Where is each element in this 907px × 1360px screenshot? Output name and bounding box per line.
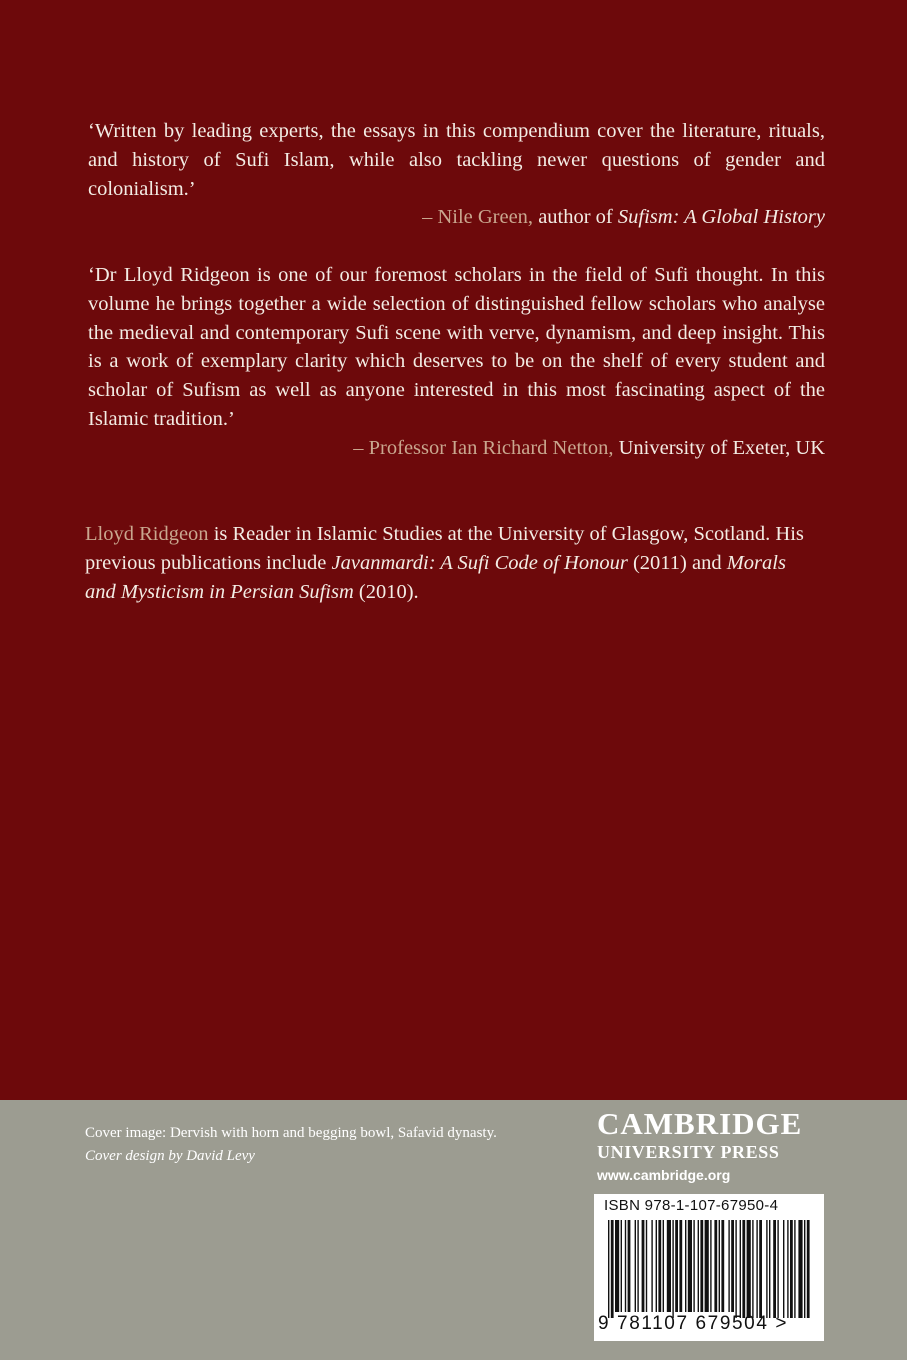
barcode-bar	[621, 1220, 622, 1312]
cover-design-credit: Cover design by David Levy	[85, 1148, 255, 1164]
barcode-bar	[719, 1220, 720, 1312]
endorser-book-title: Sufism: A Global History	[617, 206, 825, 228]
barcode-bar	[646, 1220, 647, 1312]
barcode-bar	[656, 1220, 657, 1312]
barcode-bar	[710, 1220, 711, 1312]
endorsement-attribution-2	[353, 434, 825, 463]
barcode-bar	[787, 1220, 788, 1318]
barcode-bar	[798, 1220, 802, 1318]
barcode-bar	[625, 1220, 626, 1312]
endorsement-quote-1: ‘Written by leading experts, the essays in this compendium cover the literature, rituals, and history of Sufi Islam, while also tackling newer questions of gender and colonialism.’	[88, 120, 825, 200]
barcode-bar	[675, 1220, 678, 1312]
endorsement-quote-2: ‘Dr Lloyd Ridgeon is one of our foremost scholars in the field of Sufi thought. In this volume he brings together a wide selection of distinguished fellow scholars who analyse the medieval and contemporary Sufi scene with verve, dynamism, and deep insight. This is a work of exemplary clarity which deserves to be on the shelf of every student and scholar of Sufism as well as anyone interested in this most fascinating aspect of the Islamic tradition.’	[88, 264, 825, 430]
publisher-logo-university-press: UNIVERSITY PRESS	[597, 1142, 780, 1162]
barcode-bar	[672, 1220, 673, 1318]
barcode-bar	[700, 1220, 703, 1312]
cover-credits	[85, 1122, 497, 1168]
bio-book-title-2: Morals and Mysticism in Persian Sufism	[85, 551, 786, 603]
barcode-bar	[698, 1220, 699, 1312]
endorser-name-1: – Nile Green,	[422, 206, 534, 228]
bio-text-2: (2011) and	[627, 551, 727, 574]
endorser-affiliation-2: University of Exeter, UK	[618, 437, 825, 459]
barcode-bar	[807, 1220, 810, 1318]
barcode-bar	[766, 1220, 767, 1318]
barcode-bar	[642, 1220, 645, 1312]
barcode-bar	[714, 1220, 717, 1312]
barcode-bar	[769, 1220, 770, 1318]
barcode-bar	[611, 1220, 614, 1318]
publisher-logo-cambridge: CAMBRIDGE	[597, 1106, 803, 1141]
barcode-bar	[742, 1220, 745, 1318]
barcode-bar	[608, 1220, 609, 1318]
endorser-prefix-1: author of	[538, 206, 613, 228]
barcode-bar	[637, 1220, 638, 1312]
barcode-bar	[635, 1220, 636, 1312]
endorser-name-2: – Professor Ian Richard Netton,	[353, 437, 614, 459]
barcode-bar	[790, 1220, 793, 1318]
author-name: Lloyd Ridgeon	[85, 523, 209, 545]
cover-image-credit: Cover image: Dervish with horn and begging bowl, Safavid dynasty.	[85, 1125, 497, 1141]
barcode-bar	[773, 1220, 776, 1318]
barcode-bar	[688, 1220, 692, 1312]
barcode-bar	[747, 1220, 751, 1318]
barcode-bar	[804, 1220, 805, 1318]
barcode-bar	[777, 1220, 778, 1318]
bio-book-title-1: Javanmardi: A Sufi Code of Honour	[331, 551, 628, 574]
publisher-website: www.cambridge.org	[597, 1167, 731, 1183]
barcode-bar	[705, 1220, 709, 1312]
barcode	[594, 1194, 824, 1341]
barcode-bar	[752, 1220, 753, 1318]
endorsement-attribution-1	[422, 203, 825, 232]
barcode-bar	[731, 1220, 734, 1312]
barcode-bar	[783, 1220, 784, 1318]
barcode-bar	[756, 1220, 757, 1318]
isbn-label: ISBN 978-1-107-67950-4	[604, 1197, 779, 1214]
barcode-bar	[628, 1220, 631, 1312]
barcode-bar	[740, 1220, 741, 1318]
barcode-bar	[721, 1220, 724, 1312]
barcode-bar	[667, 1220, 671, 1312]
barcode-bar	[651, 1220, 652, 1312]
barcode-bar	[658, 1220, 661, 1312]
barcode-bar	[685, 1220, 686, 1312]
barcode-digits: 9 781107 679504 >	[598, 1313, 789, 1334]
barcode-bar	[693, 1220, 694, 1312]
bio-text-3: (2010).	[353, 580, 419, 603]
barcode-bar	[615, 1220, 619, 1312]
barcode-bar	[759, 1220, 762, 1318]
barcode-bar	[794, 1220, 795, 1318]
barcode-bar	[728, 1220, 729, 1312]
barcode-bar	[663, 1220, 664, 1312]
bio-text-1: is Reader in Islamic Studies at the University of Glasgow, Scotland. His previous publications include	[85, 523, 804, 574]
barcode-bar	[735, 1220, 736, 1318]
author-bio	[85, 520, 815, 606]
barcode-bar	[679, 1220, 682, 1312]
